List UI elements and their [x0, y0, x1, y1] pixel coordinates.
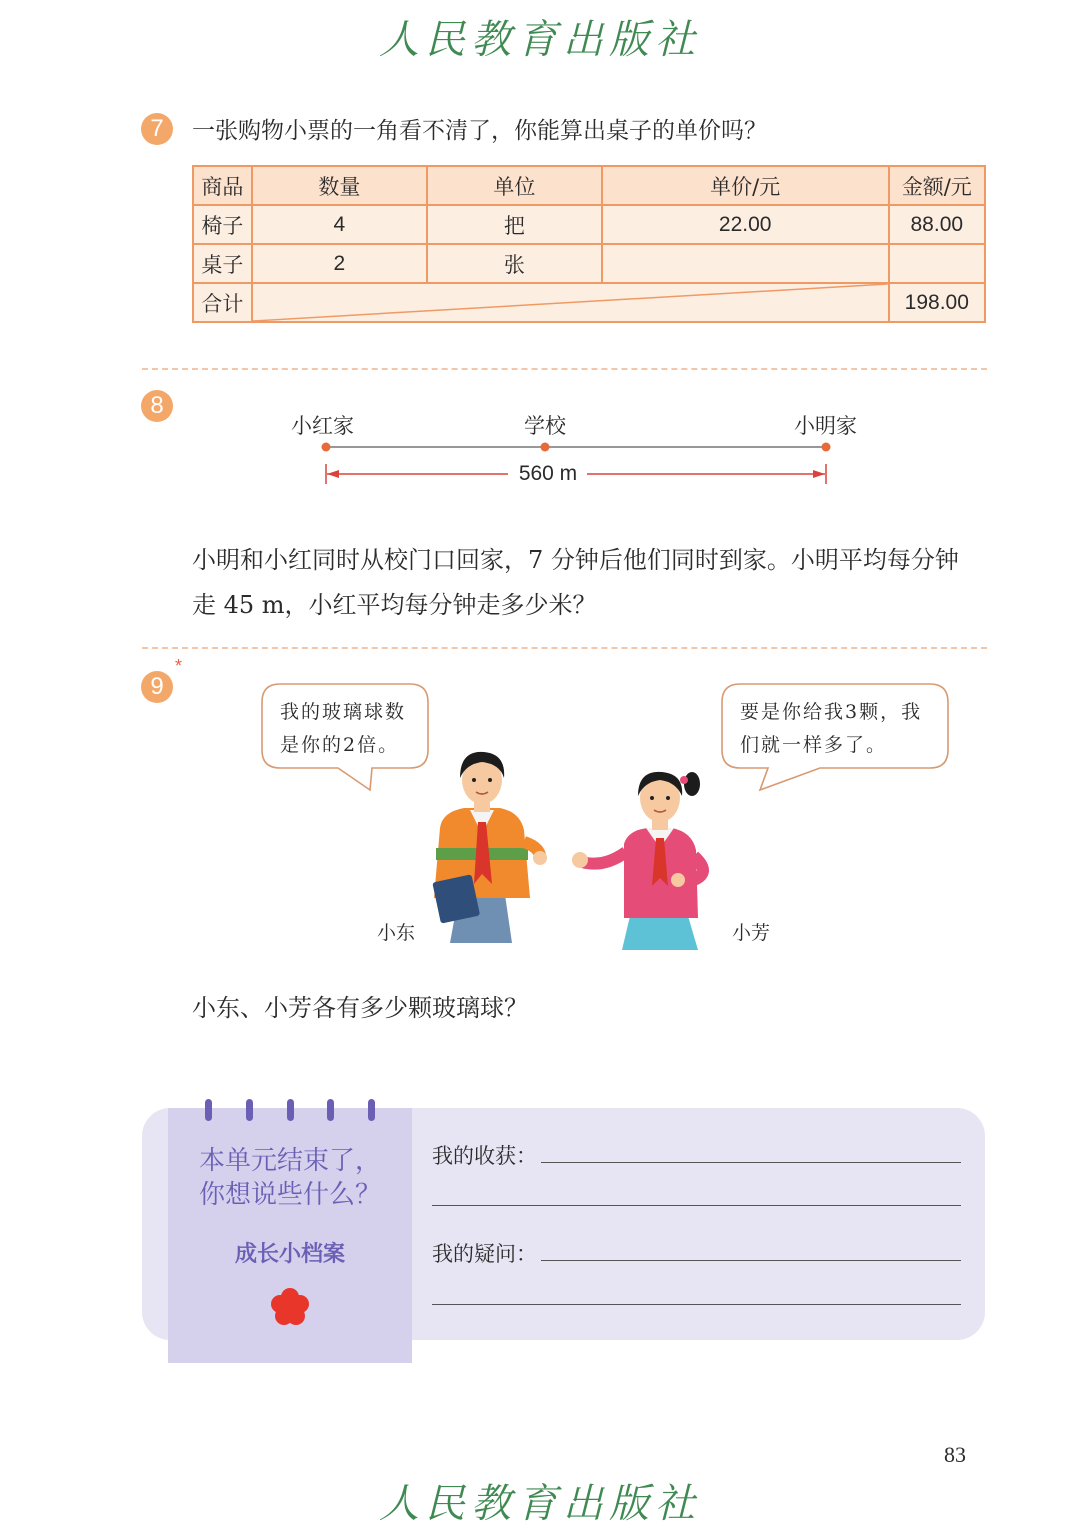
- binder-ring: [287, 1099, 294, 1121]
- table-row: [193, 205, 985, 244]
- girl-illustration: [568, 766, 728, 956]
- label-school: 学校: [524, 414, 566, 438]
- bubble-right-line2: 们就一样多了。: [740, 734, 888, 756]
- table-cell: 张: [427, 244, 602, 283]
- question-8-line2: 走 45 m，小红平均每分钟走多少米？: [192, 591, 597, 619]
- challenge-star: *: [175, 656, 183, 676]
- table-cell: 2: [252, 244, 427, 283]
- girl-name-label: 小芳: [732, 922, 771, 944]
- blank-unit-price-cell: [602, 244, 889, 283]
- table-row: [193, 244, 985, 283]
- question-7-text: 一张购物小票的一角看不清了，你能算出桌子的单价吗？: [192, 118, 767, 144]
- binder-ring: [368, 1099, 375, 1121]
- header-cell: 数量: [252, 166, 427, 205]
- page-number: 83: [944, 1442, 966, 1467]
- growth-title-line2: 你想说些什么？: [198, 1180, 381, 1210]
- question-8-number: 8: [141, 390, 173, 422]
- growth-subtitle: 成长小档案: [234, 1242, 345, 1267]
- binder-ring: [327, 1099, 334, 1121]
- publisher-watermark-bottom: 人民教育出版社: [379, 1481, 701, 1527]
- total-row: [193, 283, 985, 322]
- publisher-watermark-top: 人民教育出版社: [379, 17, 701, 63]
- boy-name-label: 小东: [377, 922, 416, 944]
- header-cell: 单位: [427, 166, 602, 205]
- header-cell: 单价/元: [602, 166, 889, 205]
- section-divider: [142, 647, 987, 649]
- bubble-right-line1: 要是你给我3颗，我: [740, 701, 923, 723]
- blank-amount-cell: [889, 244, 985, 283]
- receipt-header-row: [193, 166, 985, 205]
- growth-title-line1: 本单元结束了，: [198, 1146, 381, 1176]
- questions-answer-line[interactable]: [541, 1260, 961, 1261]
- question-9-text: 小东、小芳各有多少颗玻璃球？: [192, 994, 528, 1022]
- diagonal-line: [253, 284, 888, 321]
- bubble-left-line1: 我的玻璃球数: [280, 701, 407, 723]
- flower-icon: [268, 1286, 312, 1328]
- speech-bubble-left: [266, 686, 431, 772]
- binder-ring: [205, 1099, 212, 1121]
- total-value: 198.00: [889, 283, 985, 322]
- question-9-number: 9: [141, 671, 173, 703]
- distance-label: 560 m: [518, 462, 578, 485]
- section-divider: [142, 368, 987, 370]
- table-cell: 22.00: [602, 205, 889, 244]
- receipt-table: [192, 165, 986, 323]
- table-cell: 把: [427, 205, 602, 244]
- total-merged-cell: [252, 283, 889, 322]
- label-xiaoming-home: 小明家: [794, 414, 857, 438]
- boy-illustration: [412, 748, 552, 953]
- table-cell: 桌子: [193, 244, 252, 283]
- header-cell: 金额/元: [889, 166, 985, 205]
- table-cell: 88.00: [889, 205, 985, 244]
- table-cell: 4: [252, 205, 427, 244]
- my-questions-label: 我的疑问：: [432, 1242, 537, 1266]
- gains-answer-line-2[interactable]: [432, 1205, 961, 1206]
- binder-ring: [246, 1099, 253, 1121]
- bubble-left-line2: 是你的2倍。: [280, 734, 400, 756]
- speech-bubble-right: [726, 686, 951, 772]
- header-cell: 商品: [193, 166, 252, 205]
- my-gains-label: 我的收获：: [432, 1144, 537, 1168]
- question-8-line1: 小明和小红同时从校门口回家，7 分钟后他们同时到家。小明平均每分钟: [192, 546, 959, 574]
- table-cell: 椅子: [193, 205, 252, 244]
- question-7-number: 7: [141, 113, 173, 145]
- questions-answer-line-2[interactable]: [432, 1304, 961, 1305]
- label-xiaohong-home: 小红家: [291, 414, 354, 438]
- total-label: 合计: [193, 283, 252, 322]
- gains-answer-line[interactable]: [541, 1162, 961, 1163]
